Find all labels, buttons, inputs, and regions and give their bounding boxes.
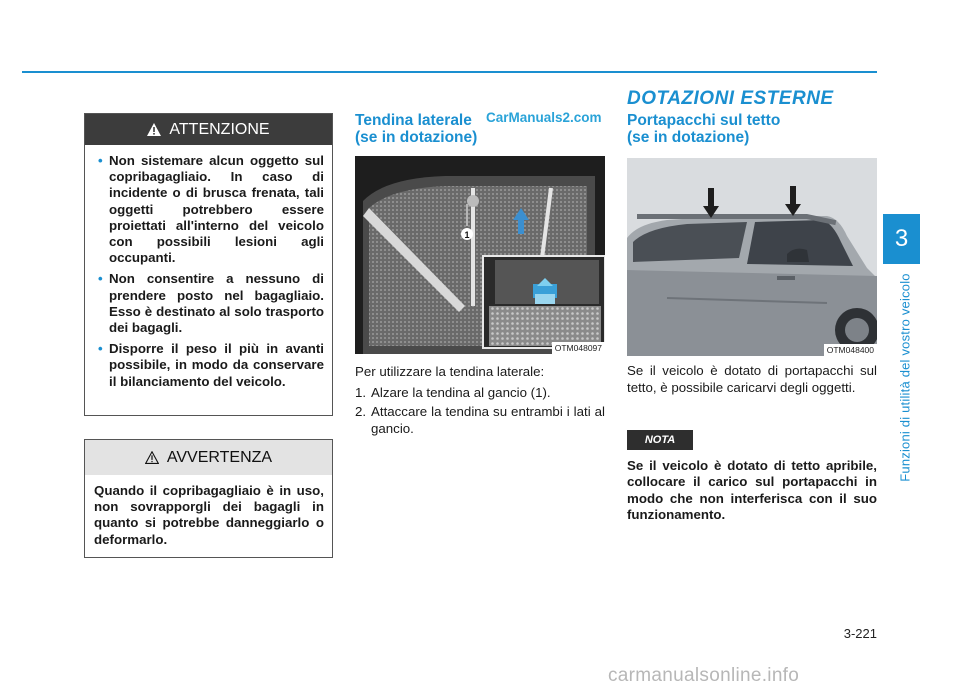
- list-item: • Non consentire a nessuno di prendere posto nel bagagliaio. Esso è destinato al solo trasporto dei bagagli.: [98, 271, 324, 336]
- avvertenza-header: [85, 440, 332, 475]
- tendina-title: Tendina laterale (se in dotazione): [355, 112, 478, 146]
- attenzione-box: [84, 113, 333, 416]
- attenzione-list: [98, 153, 324, 390]
- bullet-icon: •: [98, 341, 103, 357]
- tendina-illustration: [355, 156, 605, 354]
- watermark: CarManuals2.com: [483, 110, 605, 125]
- page-number: 3-221: [843, 626, 877, 641]
- list-item: 2. Attaccare la tendina su entrambi i lati al gancio.: [355, 404, 605, 436]
- callout-number: 1: [464, 230, 470, 240]
- car-illustration: [627, 158, 877, 356]
- list-item: • Non sistemare alcun oggetto sul copribagagliaio. In caso di incidente o di brusca frenata, tali oggetti potrebbero essere proiettati all'interno del veicolo con possibili lesioni agli occupanti.: [98, 153, 324, 266]
- chapter-tab: 3: [883, 214, 920, 264]
- portapacchi-photo: [627, 158, 877, 356]
- warning-outline-icon: [145, 451, 159, 464]
- tendina-text: [355, 364, 605, 440]
- nota-label: NOTA: [627, 430, 693, 450]
- image-code: OTM048097: [552, 342, 605, 354]
- tendina-intro: Per utilizzare la tendina laterale:: [355, 364, 545, 379]
- nota-text: Se il veicolo è dotato di tetto apribile, collocare il carico sul portapacchi in modo che non interferisca con il suo funzionamento.: [627, 458, 877, 523]
- attenzione-header: [85, 114, 332, 145]
- top-rule: [22, 71, 877, 73]
- tendina-photo: [355, 156, 605, 354]
- avvertenza-heading: AVVERTENZA: [166, 448, 273, 466]
- warning-filled-icon: [147, 123, 161, 136]
- bullet-icon: •: [98, 153, 103, 168]
- list-item: 1. Alzare la tendina al gancio (1).: [355, 384, 551, 400]
- footer-watermark: carmanualsonline.info: [608, 665, 800, 686]
- bullet-icon: •: [98, 271, 103, 287]
- avvertenza-box: [84, 439, 333, 558]
- avvertenza-text: Quando il copribagagliaio è in uso, non sovrapporgli dei bagagli in quanto si potrebbe danneggiarlo o deformarlo.: [94, 483, 324, 547]
- portapacchi-title: Portapacchi sul tetto (se in dotazione): [627, 112, 781, 146]
- attenzione-heading: ATTENZIONE: [169, 120, 270, 138]
- portapacchi-text: Se il veicolo è dotato di portapacchi sul tetto, è possibile caricarvi degli oggetti.: [627, 363, 877, 395]
- list-item: • Disporre il peso il più in avanti possibile, in modo da conservare il bilanciamento del veicolo.: [98, 341, 324, 389]
- chapter-title-text: Funzioni di utilità del vostro veicolo: [897, 273, 913, 482]
- chapter-title: [895, 260, 915, 500]
- section-heading: DOTAZIONI ESTERNE: [627, 88, 834, 109]
- image-code: OTM048400: [824, 344, 877, 356]
